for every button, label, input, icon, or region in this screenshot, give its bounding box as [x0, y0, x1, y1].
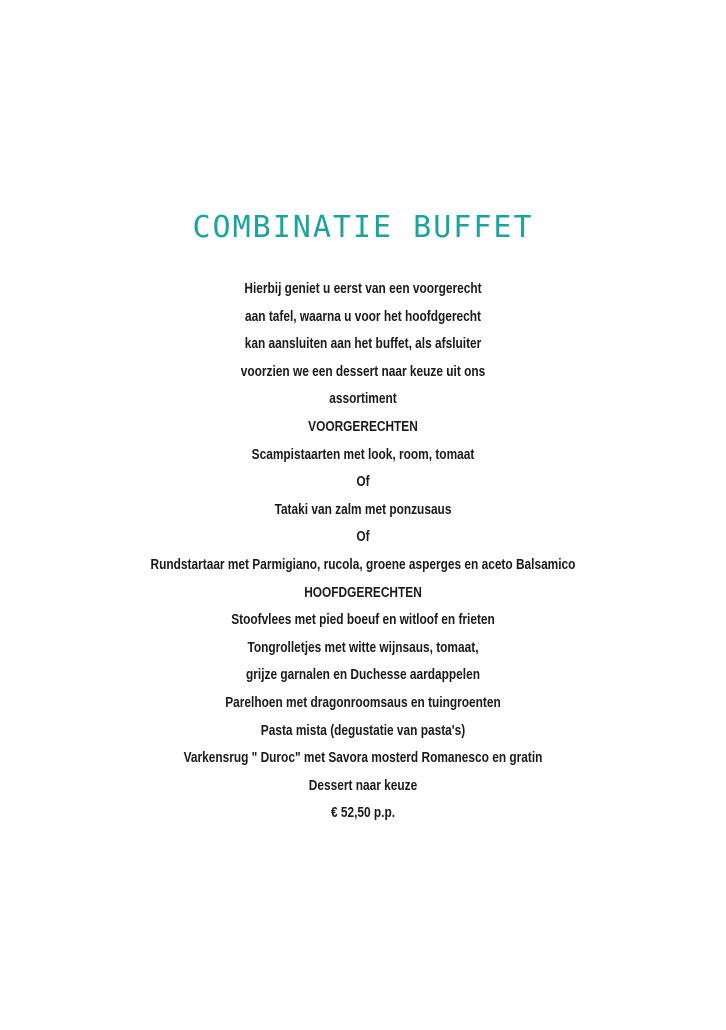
- dessert-line: Dessert naar keuze: [308, 777, 418, 794]
- main-dish-2-line-1: Tongrolletjes met witte wijnsaus, tomaat,: [247, 639, 479, 656]
- main-dish-4: Pasta mista (degustatie van pasta's): [260, 722, 466, 739]
- starter-option-2: Tataki van zalm met ponzusaus: [274, 501, 452, 518]
- intro-line-5: assortiment: [329, 391, 397, 408]
- intro-line-1: Hierbij geniet u eerst van een voorgerecht: [244, 281, 482, 297]
- price: € 52,50 p.p.: [330, 805, 396, 822]
- starter-option-1: Scampistaarten met look, room, tomaat: [251, 446, 475, 463]
- or-separator-1: Of: [356, 474, 370, 491]
- page-title: COMBINATIE BUFFET: [192, 210, 534, 245]
- section-heading-voorgerechten: VOORGERECHTEN: [308, 418, 418, 435]
- or-separator-2: Of: [356, 529, 370, 546]
- main-dish-5: Varkensrug " Duroc" met Savora mosterd Romanesco en gratin: [183, 750, 543, 767]
- intro-line-3: kan aansluiten aan het buffet, als afsluiter: [244, 336, 482, 353]
- main-dish-2-line-2: grijze garnalen en Duchesse aardappelen: [246, 667, 480, 684]
- starter-option-3: Rundstartaar met Parmigiano, rucola, groene asperges en aceto Balsamico: [150, 556, 576, 573]
- intro-line-4: voorzien we een dessert naar keuze uit ons: [240, 363, 486, 380]
- section-heading-hoofdgerechten: HOOFDGERECHTEN: [304, 584, 422, 601]
- main-dish-1: Stoofvlees met pied boeuf en witloof en frieten: [231, 612, 495, 629]
- main-dish-3: Parelhoen met dragonroomsaus en tuingroenten: [225, 694, 501, 711]
- menu-text: [0, 276, 726, 828]
- intro-line-2: aan tafel, waarna u voor het hoofdgerecht: [245, 308, 481, 325]
